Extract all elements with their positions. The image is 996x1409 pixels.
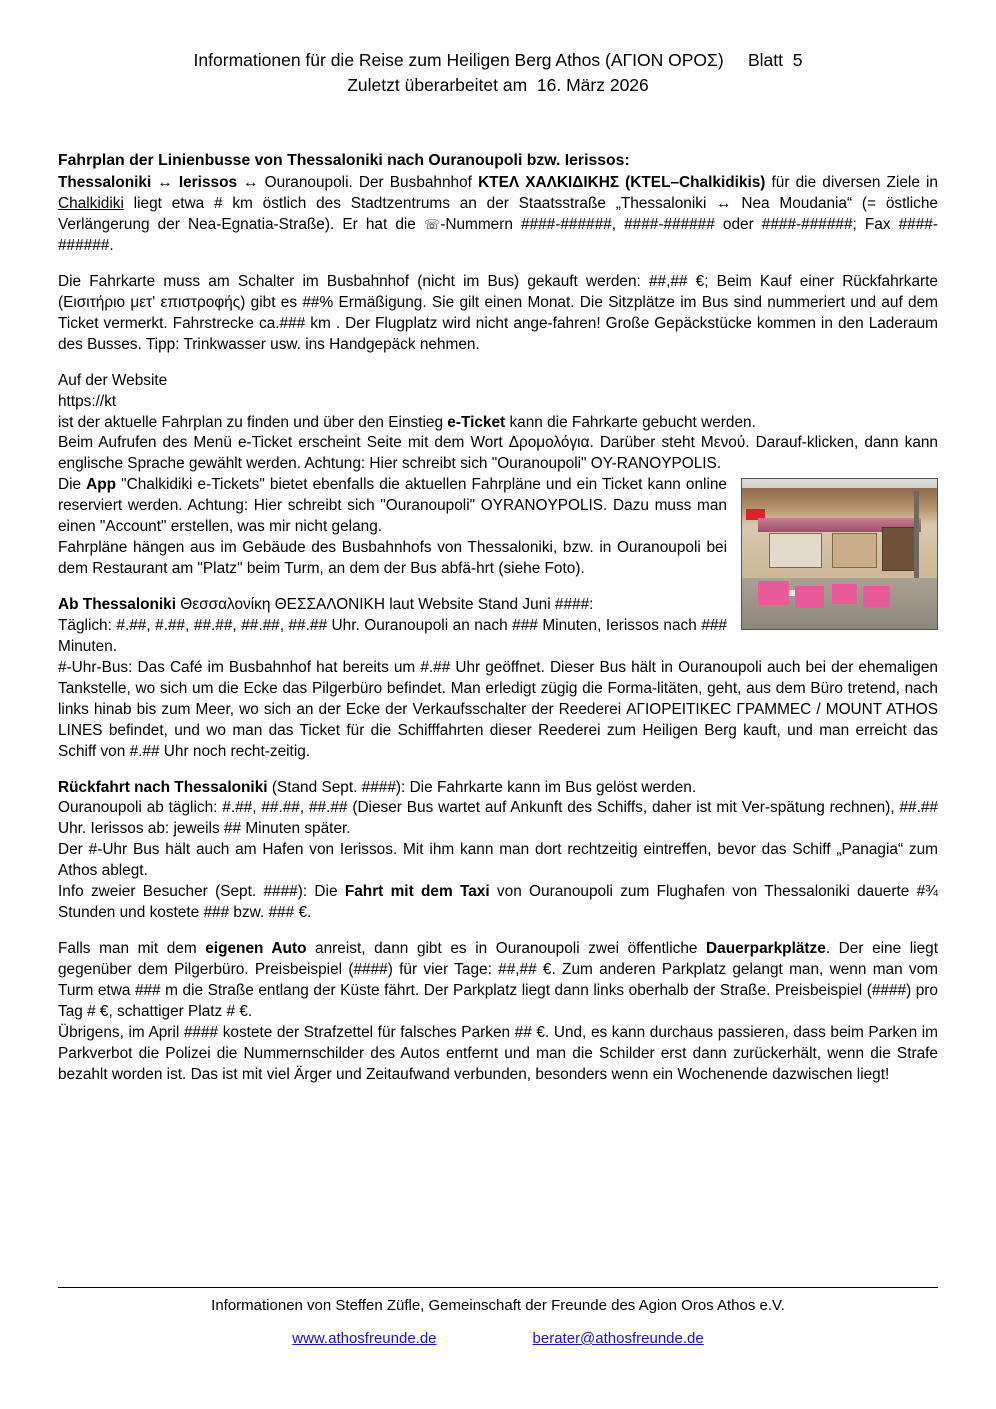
text-dauerparkplaetze: Dauerparkplätze <box>706 940 826 958</box>
header-title-line: Informationen für die Reise zum Heiligen Berg Athos (ΑΓΙΟΝ ΟΡΟΣ) Blatt 5 <box>193 50 803 70</box>
text-p8c: anreist, dann gibt es in Ouranoupoli zwei öffentliche <box>306 940 707 958</box>
text-p1g: -Nummern ####-######, ####-###### oder ####-######; Fax ####-######. <box>58 216 938 254</box>
photo-chair <box>863 586 890 607</box>
photo-window-right <box>832 533 877 568</box>
page-header <box>58 48 938 98</box>
paragraph-return-departures: Ouranoupoli ab täglich: #.##, ##.##, ##.## (Dieser Bus wartet auf Ankunft des Schiffs, daher ist mit Ver-spätung rechnen), ##.## Uhr. Ierissos ab: jeweils ## Minuten später. <box>58 799 938 838</box>
section-title: Fahrplan der Linienbusse von Thessaloniki nach Ouranoupoli bzw. Ierissos: <box>58 151 630 169</box>
link-email[interactable]: berater@athosfreunde.de <box>532 1330 704 1347</box>
photo-pole <box>914 491 920 584</box>
paragraph-return-heading <box>58 778 938 799</box>
photo-window-left <box>769 533 822 568</box>
text-ktel-chalkidikis: ΚΤΕΛ ΧΑΛΚΙΔΙΚΗΣ (KTEL–Chalkidikis) <box>478 174 766 192</box>
photo-chair <box>832 584 857 604</box>
paragraph-parking <box>58 939 938 1023</box>
text-p1f: liegt etwa # km östlich des Stadtzentrums an der Staatsstraße „Thessaloniki ↔ Nea Moudania“ (= östliche Verlängerung der Nea-Egnatia-Straße). Er hat die <box>58 195 938 234</box>
footer-credit: Informationen von Steffen Züfle, Gemeinschaft der Freunde des Agion Oros Athos e.V. <box>211 1297 785 1314</box>
paragraph-ierissos-harbour: Der #-Uhr Bus hält auch am Hafen von Ierissos. Mit ihm kann man dort rechtzeitig eintreffen, bevor das Schiff „Panagia“ zum Athos ablegt. <box>58 841 938 880</box>
paragraph-eticket <box>58 413 938 434</box>
paragraph-daily-departures: Täglich: #.##, #.##, ##.##, ##.##, ##.## Uhr. Ouranoupoli an nach ### Minuten, Ierissos nach ### Minuten. <box>58 616 727 655</box>
text-ab-thessaloniki: Ab Thessaloniki <box>58 596 177 614</box>
text-p7l4a: Info zweier Besucher (Sept. ####): Die <box>58 883 345 901</box>
text-p4a: Die <box>58 476 87 494</box>
text-taxi: Fahrt mit dem Taxi <box>344 883 490 901</box>
paragraph-fines: Übrigens, im April #### kostete der Strafzettel für falsches Parken ## €. Und, es kann durchaus passieren, dass beim Parken im Parkverbot die Polizei die Nummernschilder des Autos entfernt und man die Schilder erst dann zurückerhält, wenn die Strafe bezahlt worden ist. Das ist mit viel Ärger und Zeitaufwand verbunden, besonders wenn ein Wochenende dazwischen liegt! <box>58 1023 938 1083</box>
photo-ouranoupoli-bus-stop <box>741 478 938 630</box>
paragraph-early-bus: #-Uhr-Bus: Das Café im Busbahnhof hat bereits um #.## Uhr geöffnet. Dieser Bus hält in Ouranoupoli auch bei der ehemaligen Tankstelle, wo sich um die Ecke das Pilgerbüro befindet. Man erledigt zügig die Forma-litäten, geht, aus dem Büro tretend, nach links hinab bis zum Meer, wo sich an der Ecke der Verkaufsschalter der Reederei ΑΓΙΟΡΕΙΤΙΚΕC ΓΡΑΜΜΕC / MOUNT ATHOS LINES befindet, und wo man das Ticket für die Schifffahrten dieser Reederei zum Heiligen Berg kauft, und man erreicht das Schiff von #.## Uhr noch recht-zeitig. <box>58 658 938 760</box>
paragraph-taxi-info <box>58 882 938 924</box>
telephone-icon: ☏ <box>423 217 441 233</box>
paragraph-ticket-info: Die Fahrkarte muss am Schalter im Busbahnhof (nicht im Bus) gekauft werden: ##,## €; Beim Kauf einer Rückfahrkarte (Εισιτήριο μετ' επιστροφής) gibt es ##% Ermäßigung. Sie gilt einen Monat. Die Sitzplätze im Bus sind nummeriert und auf dem Ticket vermerkt. Fahrstrecke ca.### km . Der Flugplatz wird nicht ange-fahren! Große Gepäckstücke kommen in den Laderaum des Busses. Tipp: Trinkwasser usw. ins Handgepäck nehmen. <box>58 272 938 353</box>
text-p7b: (Stand Sept. ####): Die Fahrkarte kann im Bus gelöst werden. <box>267 778 697 796</box>
document-body <box>58 150 938 1086</box>
text-p1b: ↔ Ouranoupoli. Der Busbahnhof <box>237 174 479 192</box>
link-website[interactable]: www.athosfreunde.de <box>292 1330 437 1347</box>
page-footer <box>58 1287 938 1347</box>
text-app: App <box>86 476 117 494</box>
text-eticket: e-Ticket <box>447 413 506 431</box>
photo-chair <box>795 586 824 609</box>
text-p6b: Θεσσαλονίκη ΘΕΣΣΑΛΟΝΙΚΗ laut Website Stand Juni ####: <box>176 596 594 614</box>
paragraph-website-url: https://kt <box>58 392 117 410</box>
paragraph-menu-instructions: Beim Aufrufen des Menü e-Ticket erscheint Seite mit dem Wort Δρομολόγια. Darüber steht Μενού. Darauf-klicken, dann kann englische Sprache gewählt werden. Achtung: Hier schreibt sich "Ouranoupoli" OY-RANOYPOLIS. <box>58 434 938 473</box>
text-p8e: . Der eine liegt gegenüber dem Pilgerbüro. Preisbeispiel (####) für vier Tage: ##,## €. Zum anderen Parkplatz gelangt man, wenn man vom Turm etwa ### m die Straße entlang der Küste fährt. Der Parkplatz liegt dann links oberhalb der Straße. Preisbeispiel (####) pro Tag # €, schattiger Platz # €. <box>58 940 938 1020</box>
header-revision-line: Zuletzt überarbeitet am 16. März 2026 <box>347 74 649 95</box>
text-chalkidiki: Chalkidiki <box>58 195 124 213</box>
footer-links <box>58 1330 938 1347</box>
text-p1d: für die diversen Ziele in <box>765 174 938 192</box>
text-p3l3c: kann die Fahrkarte gebucht werden. <box>505 413 756 431</box>
photo-chair <box>758 581 789 605</box>
text-eigenes-auto: eigenen Auto <box>205 940 307 958</box>
photo-door <box>882 527 915 571</box>
text-thessaloniki-ierissos: Thessaloniki ↔ Ierissos <box>58 174 238 192</box>
paragraph-timetables-posted: Fahrpläne hängen aus im Gebäude des Busbahnhofs von Thessaloniki, bzw. in Ouranoupoli bei dem Restaurant am "Platz" beim Turm, an dem der Bus abfä-hrt (siehe Foto). <box>58 539 727 578</box>
text-p8a: Falls man mit dem <box>58 940 206 958</box>
paragraph-bus-station <box>58 173 938 257</box>
footer-divider <box>58 1287 938 1288</box>
text-p4c: "Chalkidiki e-Tickets" bietet ebenfalls die aktuellen Fahrpläne und ein Ticket kann online reserviert werden. Achtung: Hier schreibt sich "Ouranoupoli" OYRANOYPOLIS. Dazu muss man einen "Account" erstellen, was mir nicht gelang. <box>58 476 727 536</box>
text-rueckfahrt: Rückfahrt nach Thessaloniki <box>58 778 268 796</box>
paragraph-website-label: Auf der Website <box>58 371 168 389</box>
text-p3l3a: ist der aktuelle Fahrplan zu finden und über den Einstieg <box>58 413 448 431</box>
text-p7l4c: von Ouranoupoli zum Flughafen von Thessaloniki dauerte #¾ Stunden und kostete ### bzw. ### €. <box>58 883 938 922</box>
